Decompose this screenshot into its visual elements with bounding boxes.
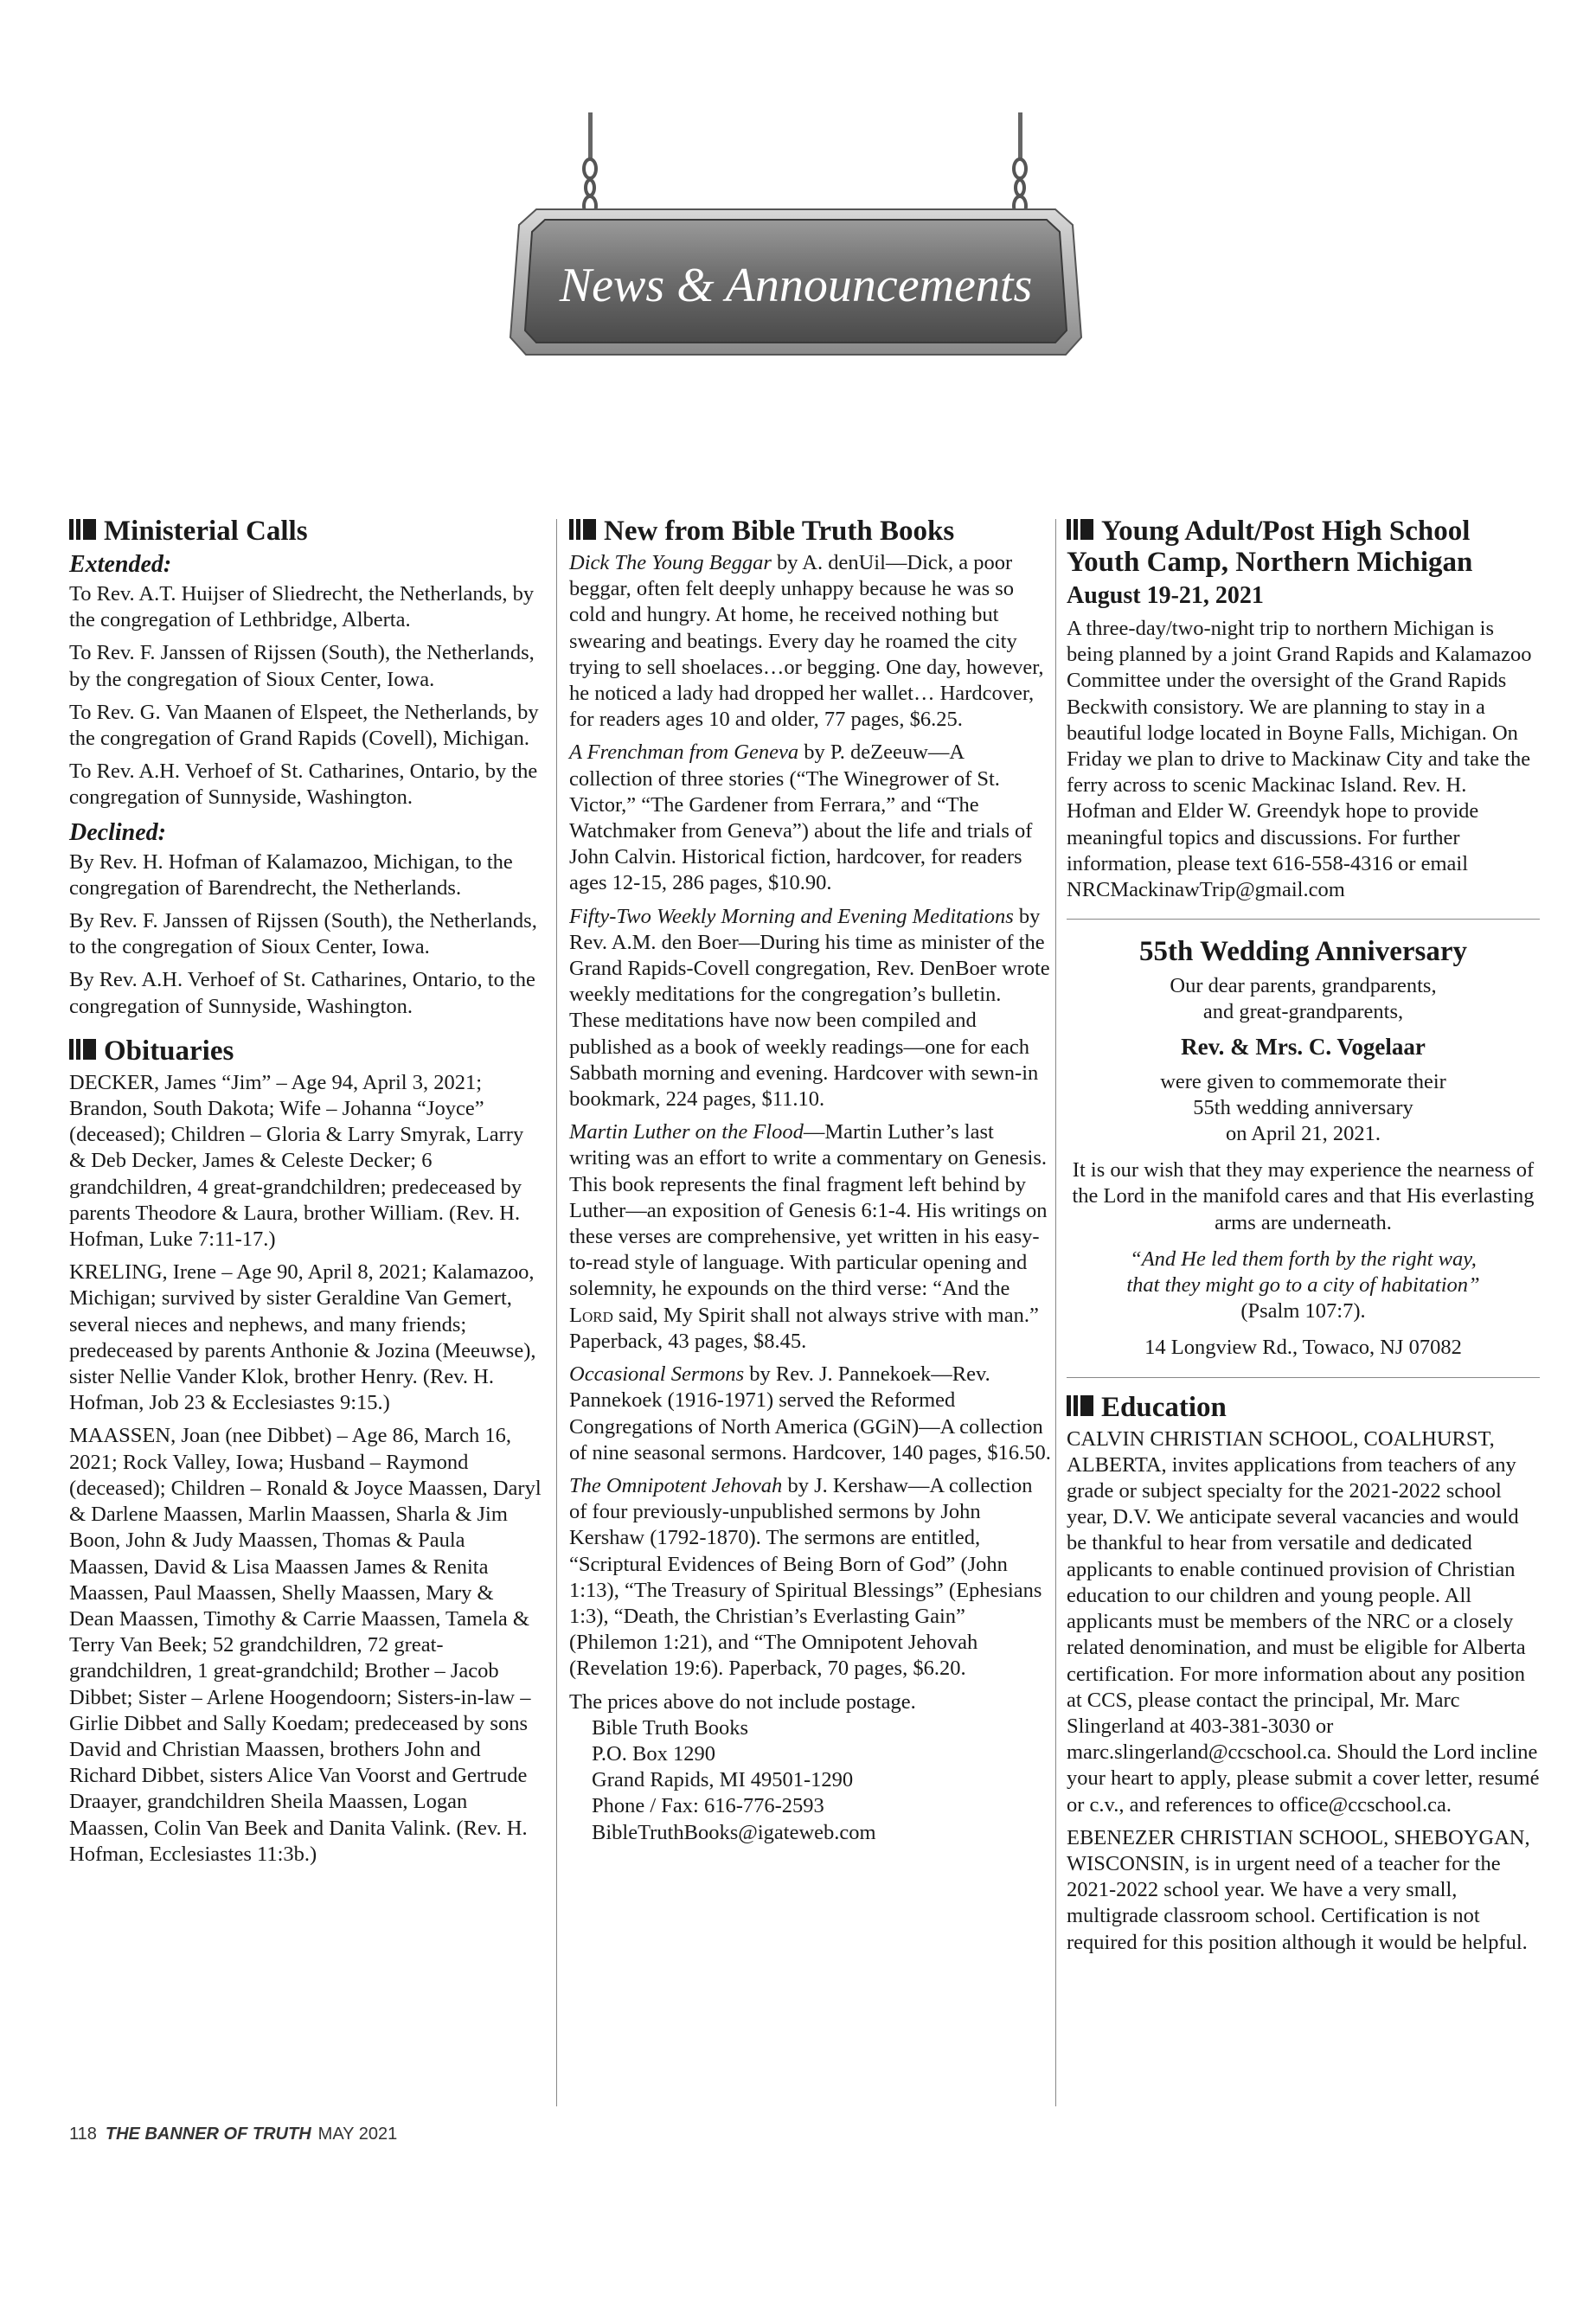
book-title: A Frenchman from Geneva xyxy=(569,740,799,765)
anniversary-detail-line: 55th wedding anniversary xyxy=(1193,1095,1413,1119)
column-1 xyxy=(69,516,543,1875)
section-marker-icon xyxy=(1067,1395,1096,1416)
youth-camp-body: A three-day/two-night trip to northern Michigan is being planned by a joint Grand Rapids and Kalamazoo Committee under the oversight of the Grand Rapids Beckwith consistory. We are planning to stay in a beautiful lodge located in Boyne Falls, Michigan. On Friday we plan to drive to Mackinaw City and take the ferry across to scenic Mackinac Island. Rev. H. Hofman and Elder W. Greendyk hope to provide meaningful topics and discussions. For further information, please text 616-558-4316 or email NRCMackinawTrip@gmail.com xyxy=(1067,617,1532,902)
divider xyxy=(1067,919,1540,920)
address-line: P.O. Box 1290 xyxy=(592,1741,715,1766)
book-entry: Martin Luther on the Flood—Martin Luther’s last writing was an effort to write a commentary on Genesis. This book represents the final fragment left behind by Luther—an exposition of Genesis 6:1-4. His writings on these verses are comprehensive, yet written in his easy-to-read style of language. With particular opening and solemnity, he expounds on the third verse: “And the Lord said, My Spirit shall not always strive with man.” Paperback, 43 pages, $8.45. xyxy=(569,1120,1048,1353)
banner-title: News & Announcements xyxy=(559,259,1033,312)
book-title: Martin Luther on the Flood xyxy=(569,1120,804,1144)
book-entry: Dick The Young Beggar by A. denUil—Dick, a poor beggar, often felt deeply unhappy because he was so cold and hungry. At home, he received nothing but swearing and beatings. Every day he roamed the city trying to sell shoelaces…or begging. One day, however, he noticed a lady had dropped her wallet… Hardcover, for readers ages 10 and older, 77 pages, $6.25. xyxy=(569,551,1044,732)
left-chain xyxy=(584,159,596,215)
call-entry: To Rev. A.H. Verhoef of St. Catharines, Ontario, by the congregation of Sunnyside, Washington. xyxy=(69,760,538,810)
address-line: Bible Truth Books xyxy=(592,1715,749,1740)
bible-truth-books-address xyxy=(569,1715,1052,1846)
section-marker-icon xyxy=(69,519,99,540)
anniversary-verse-line: “And He led them forth by the right way, xyxy=(1130,1247,1477,1271)
address-line: Phone / Fax: 616-776-2593 xyxy=(592,1794,824,1818)
column-2 xyxy=(569,516,1052,1846)
call-entry: To Rev. A.T. Huijser of Sliedrecht, the Netherlands, by the congregation of Lethbridge, Alberta. xyxy=(69,582,535,632)
education-heading: Education xyxy=(1067,1392,1540,1423)
obituary-entry: MAASSEN, Joan (nee Dibbet) – Age 86, March 16, 2021; Rock Valley, Iowa; Husband – Raymond (deceased); Children – Ronald & Joyce Maassen, Daryl & Darlene Maassen, Marlin Maassen, Sharla & Jim Boon, John & Judy Maassen, Thomas & Paula Maassen, David & Lisa Maassen James & Renita Maassen, Paul Maassen, Shelly Maassen, Mary & Dean Maassen, Timothy & Carrie Maassen, Tamela & Terry Van Beek; 52 grandchildren, 72 great-grandchildren, 1 great-grandchild; Brother – Jacob Dibbet; Sister – Arlene Hoogendoorn; Sisters-in-law – Girlie Dibbet and Sally Koedam; predeceased by sons David and Christian Maassen, brothers John and Richard Dibbet, sisters Alice Van Voorst and Gertrude Draayer, grandchildren Sheila Maassen, Logan Maassen, Colin Van Beek and Danita Valink. (Rev. H. Hofman, Ecclesiastes 11:3b.) xyxy=(69,1424,542,1866)
book-entry: Occasional Sermons by Rev. J. Pannekoek—Rev. Pannekoek (1916-1971) served the Reformed Congregations of North America (GGiN)—A collection of nine seasonal sermons. Hardcover, 140 pages, $16.50. xyxy=(569,1362,1051,1465)
anniversary-wish: It is our wish that they may experience the nearness of the Lord in the manifold cares and that His everlasting arms are underneath. xyxy=(1072,1158,1535,1234)
book-title: Dick The Young Beggar xyxy=(569,551,772,574)
column-divider-1 xyxy=(556,519,557,2106)
column-divider-2 xyxy=(1055,519,1056,2106)
anniversary-detail-line: were given to commemorate their xyxy=(1160,1069,1446,1093)
book-title: Occasional Sermons xyxy=(569,1362,745,1387)
declined-label: Declined: xyxy=(69,818,166,846)
education-entry: EBENEZER CHRISTIAN SCHOOL, SHEBOYGAN, WISCONSIN, is in urgent need of a teacher for the 2021-2022 school year. We have a very small, multigrade classroom school. Certification is not required for this position although it would be helpful. xyxy=(1067,1825,1530,1954)
page-footer xyxy=(69,2125,397,2144)
column-3 xyxy=(1067,516,1540,1963)
bible-truth-books-heading: New from Bible Truth Books xyxy=(569,516,1052,547)
call-entry: By Rev. A.H. Verhoef of St. Catharines, Ontario, to the congregation of Sunnyside, Washington. xyxy=(69,968,535,1018)
call-entry: By Rev. F. Janssen of Rijssen (South), the Netherlands, to the congregation of Sioux Center, Iowa. xyxy=(69,909,537,959)
hanging-sign xyxy=(484,112,1107,398)
anniversary-verse-line: that they might go to a city of habitation” xyxy=(1126,1273,1480,1298)
section-marker-icon xyxy=(569,519,599,540)
book-entry: The Omnipotent Jehovah by J. Kershaw—A collection of four previously-unpublished sermons by John Kershaw (1792-1870). The sermons are entitled, “Scriptural Evidences of Being Born of God” (John 1:13), “The Treasury of Spiritual Blessings” (Ephesians 1:3), “Death, the Christian’s Everlasting Gain” (Philemon 1:21), and “The Omnipotent Jehovah (Revelation 19:6). Paperback, 70 pages, $6.20. xyxy=(569,1473,1042,1681)
book-title: The Omnipotent Jehovah xyxy=(569,1473,783,1497)
book-entry: A Frenchman from Geneva by P. deZeeuw—A collection of three stories (“The Winegrower of St. Victor,” “The Gardener from Ferrara,” and “The Watchmaker from Geneva”) about the life and trials of John Calvin. Historical fiction, hardcover, for readers ages 12-15, 286 pages, $10.90. xyxy=(569,740,1033,895)
youth-camp-date: August 19-21, 2021 xyxy=(1067,582,1264,609)
book-title: Fifty-Two Weekly Morning and Evening Meditations xyxy=(569,904,1014,928)
section-marker-icon xyxy=(1067,519,1096,540)
publication-name: THE BANNER OF TRUTH xyxy=(105,2125,311,2144)
section-marker-icon xyxy=(69,1039,99,1060)
extended-label: Extended: xyxy=(69,551,172,578)
obituary-entry: DECKER, James “Jim” – Age 94, April 3, 2021; Brandon, South Dakota; Wife – Johanna “Joyce” (deceased); Children – Gloria & Larry Smyrak, Larry & Deb Decker, James & Celeste Decker; 6 grandchildren, 4 great-grandchildren; predeceased by parents Theodore & Laura, brother William. (Rev. H. Hofman, Luke 7:11-17.) xyxy=(69,1070,524,1252)
page-number: 118 xyxy=(69,2125,97,2144)
anniversary-verse-ref: (Psalm 107:7). xyxy=(1240,1299,1366,1324)
divider xyxy=(1067,1377,1540,1378)
obituaries-heading: Obituaries xyxy=(69,1035,543,1067)
issue-date: MAY 2021 xyxy=(317,2125,398,2144)
obituary-entry: KRELING, Irene – Age 90, April 8, 2021; Kalamazoo, Michigan; survived by sister Geraldine Van Gemert, several nieces and nephews, and many friends; predeceased by parents Anthonie & Jozina (Meeuwse), sister Nellie Vander Klok, brother Henry. (Rev. H. Hofman, Job 23 & Ecclesiastes 9:15.) xyxy=(69,1260,536,1415)
education-entry: CALVIN CHRISTIAN SCHOOL, COALHURST, ALBERTA, invites applications from teachers of any grade or subject specialty for the 2021-2022 school year, D.V. We anticipate several vacancies and would be thankful to hear from versatile and dedicated applicants to enable continued provision of Christian education to our children and young people. All applicants must be members of the NRC or a closely related denomination, and must be eligible for Alberta certification. For more information about any position at CCS, please contact the principal, Mr. Marc Slingerland at 403-381-3030 or marc.slingerland@ccschool.ca. Should the Lord incline your heart to apply, please submit a cover letter, resumé or c.v., and references to office@ccschool.ca. xyxy=(1067,1426,1540,1817)
call-entry: By Rev. H. Hofman of Kalamazoo, Michigan, to the congregation of Barendrecht, the Netherlands. xyxy=(69,849,513,900)
call-entry: To Rev. F. Janssen of Rijssen (South), the Netherlands, by the congregation of Sioux Center, Iowa. xyxy=(69,641,535,691)
anniversary-title: 55th Wedding Anniversary xyxy=(1139,936,1467,968)
anniversary-detail-line: on April 21, 2021. xyxy=(1226,1122,1381,1146)
book-entry: Fifty-Two Weekly Morning and Evening Meditations by Rev. A.M. den Boer—During his time as minister of the Grand Rapids-Covell congregation, Rev. DenBoer wrote weekly meditations for the congregation’s bulletin. These meditations have now been compiled and published as a book of weekly readings—one for each Sabbath morning and evening. Hardcover with sewn-in bookmark, 224 pages, $11.10. xyxy=(569,904,1050,1112)
anniversary-address: 14 Longview Rd., Towaco, NJ 07082 xyxy=(1144,1336,1462,1360)
anniversary-notice xyxy=(1067,933,1540,1361)
ministerial-calls-heading: Ministerial Calls xyxy=(69,516,543,547)
anniversary-intro-line: and great-grandparents, xyxy=(1202,1000,1404,1024)
right-chain xyxy=(1014,159,1026,215)
youth-camp-heading: Young Adult/Post High School Youth Camp, Northern Michigan xyxy=(1067,516,1473,578)
postage-note: The prices above do not include postage. xyxy=(569,1689,916,1714)
address-line: BibleTruthBooks@igateweb.com xyxy=(592,1820,876,1844)
call-entry: To Rev. G. Van Maanen of Elspeet, the Netherlands, by the congregation of Grand Rapids (Covell), Michigan. xyxy=(69,700,539,751)
anniversary-intro-line: Our dear parents, grandparents, xyxy=(1170,974,1437,998)
address-line: Grand Rapids, MI 49501-1290 xyxy=(592,1768,854,1792)
anniversary-names: Rev. & Mrs. C. Vogelaar xyxy=(1181,1033,1426,1060)
